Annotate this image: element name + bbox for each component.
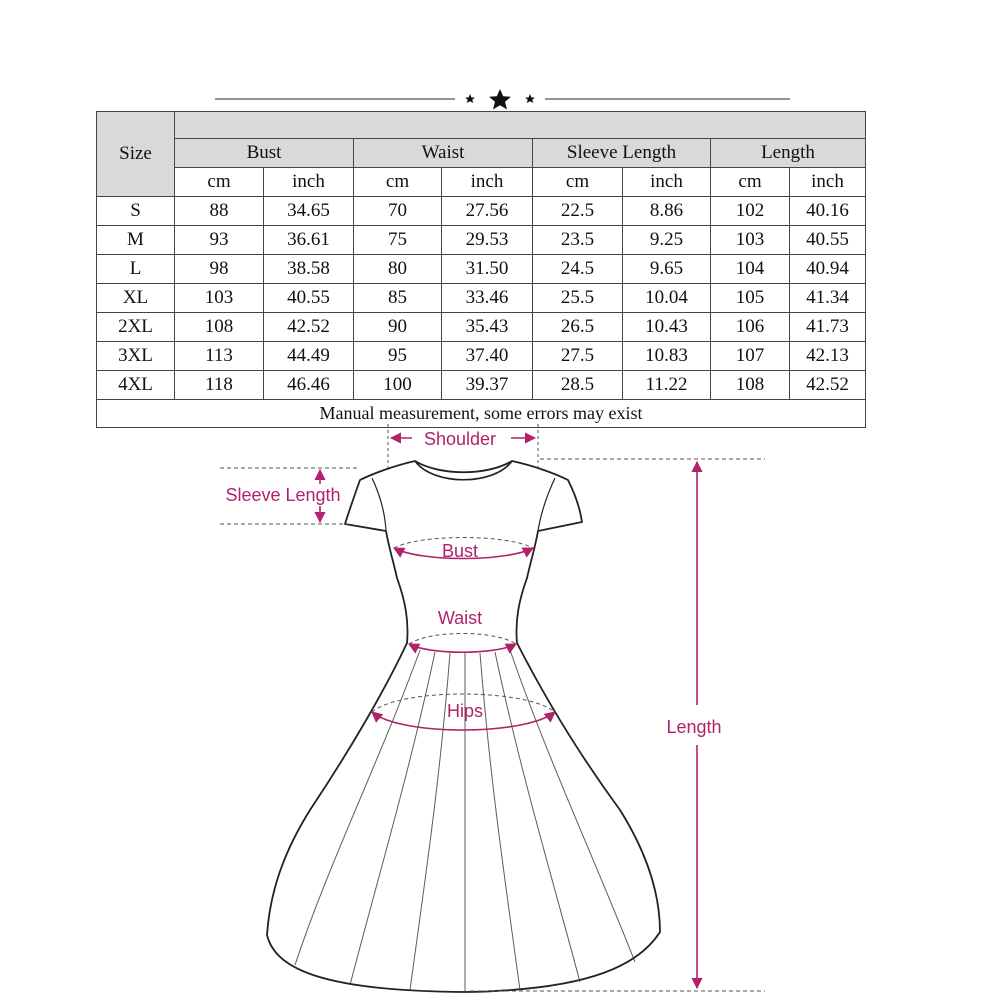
hips-measure bbox=[372, 694, 555, 730]
size-cell: L bbox=[97, 255, 175, 284]
waist-cm-cell: 70 bbox=[354, 197, 442, 226]
waist-cm-cell: 90 bbox=[354, 313, 442, 342]
length-measure bbox=[470, 459, 765, 991]
star-icon bbox=[489, 89, 511, 110]
length-inch-cell: 42.52 bbox=[790, 371, 866, 400]
table-row bbox=[97, 284, 866, 313]
small-star-icon bbox=[525, 94, 535, 103]
sleeve-cm-cell: 24.5 bbox=[533, 255, 623, 284]
bust-measure bbox=[394, 538, 533, 562]
small-star-icon bbox=[465, 94, 475, 103]
size-cell: S bbox=[97, 197, 175, 226]
waist-cm-cell: 95 bbox=[354, 342, 442, 371]
bust-cm-cell: 118 bbox=[175, 371, 264, 400]
length-inch-cell: 41.34 bbox=[790, 284, 866, 313]
size-chart-table bbox=[96, 111, 866, 428]
sleeve-inch-cell: 11.22 bbox=[623, 371, 711, 400]
length-label: Length bbox=[666, 717, 722, 737]
bust-inch-cell: 34.65 bbox=[264, 197, 354, 226]
unit-header-cm: cm bbox=[354, 168, 442, 197]
bust-inch-cell: 36.61 bbox=[264, 226, 354, 255]
bust-cm-cell: 103 bbox=[175, 284, 264, 313]
length-inch-cell: 42.13 bbox=[790, 342, 866, 371]
bust-label: Bust bbox=[441, 541, 479, 561]
length-cm-cell: 108 bbox=[711, 371, 790, 400]
length-cm-cell: 107 bbox=[711, 342, 790, 371]
sleeve-length-measure bbox=[220, 468, 358, 524]
length-cm-cell: 105 bbox=[711, 284, 790, 313]
size-cell: 3XL bbox=[97, 342, 175, 371]
length-inch-cell: 40.55 bbox=[790, 226, 866, 255]
size-cell: 4XL bbox=[97, 371, 175, 400]
bust-inch-cell: 44.49 bbox=[264, 342, 354, 371]
hips-label: Hips bbox=[446, 701, 484, 721]
table-row bbox=[97, 342, 866, 371]
note-row bbox=[97, 400, 866, 428]
sleeve-inch-cell: 10.04 bbox=[623, 284, 711, 313]
table-row bbox=[97, 313, 866, 342]
sleeve-cm-cell: 26.5 bbox=[533, 313, 623, 342]
bust-inch-cell: 42.52 bbox=[264, 313, 354, 342]
shoulder-label: Shoulder bbox=[423, 429, 497, 449]
waist-inch-cell: 33.46 bbox=[442, 284, 533, 313]
star-divider bbox=[0, 0, 1000, 110]
bust-cm-cell: 93 bbox=[175, 226, 264, 255]
waist-inch-cell: 35.43 bbox=[442, 313, 533, 342]
size-cell: XL bbox=[97, 284, 175, 313]
sleeve-cm-cell: 28.5 bbox=[533, 371, 623, 400]
group-header-sleeve-length: Sleeve Length bbox=[533, 139, 711, 168]
sleeve-seam-right bbox=[538, 478, 555, 531]
table-row bbox=[97, 371, 866, 400]
sleeve-inch-cell: 9.65 bbox=[623, 255, 711, 284]
header-strip-row bbox=[97, 112, 866, 139]
sleeve-inch-cell: 8.86 bbox=[623, 197, 711, 226]
unit-header-cm: cm bbox=[175, 168, 264, 197]
bust-cm-cell: 113 bbox=[175, 342, 264, 371]
sleeve-cm-cell: 23.5 bbox=[533, 226, 623, 255]
waist-inch-cell: 27.56 bbox=[442, 197, 533, 226]
group-header-length: Length bbox=[711, 139, 866, 168]
unit-header-inch: inch bbox=[264, 168, 354, 197]
sleeve-inch-cell: 9.25 bbox=[623, 226, 711, 255]
length-inch-cell: 41.73 bbox=[790, 313, 866, 342]
waist-cm-cell: 80 bbox=[354, 255, 442, 284]
table-row bbox=[97, 255, 866, 284]
length-cm-cell: 106 bbox=[711, 313, 790, 342]
skirt-pleats bbox=[295, 650, 635, 992]
group-header-row bbox=[97, 139, 866, 168]
sleeve-inch-cell: 10.83 bbox=[623, 342, 711, 371]
bust-inch-cell: 38.58 bbox=[264, 255, 354, 284]
sleeve-cm-cell: 27.5 bbox=[533, 342, 623, 371]
measurement-note: Manual measurement, some errors may exist bbox=[97, 400, 866, 428]
group-header-bust: Bust bbox=[175, 139, 354, 168]
bust-inch-cell: 40.55 bbox=[264, 284, 354, 313]
waist-cm-cell: 100 bbox=[354, 371, 442, 400]
dress-body-outline bbox=[267, 461, 660, 992]
length-cm-cell: 102 bbox=[711, 197, 790, 226]
header-strip bbox=[175, 112, 866, 139]
waist-inch-cell: 37.40 bbox=[442, 342, 533, 371]
group-header-waist: Waist bbox=[354, 139, 533, 168]
shoulder-measure bbox=[388, 424, 538, 468]
size-cell: 2XL bbox=[97, 313, 175, 342]
sleeve-inch-cell: 10.43 bbox=[623, 313, 711, 342]
size-header: Size bbox=[97, 112, 175, 197]
waist-inch-cell: 29.53 bbox=[442, 226, 533, 255]
sleeve-seam-left bbox=[372, 478, 386, 531]
waist-inch-cell: 31.50 bbox=[442, 255, 533, 284]
unit-header-inch: inch bbox=[623, 168, 711, 197]
waist-inch-cell: 39.37 bbox=[442, 371, 533, 400]
length-inch-cell: 40.16 bbox=[790, 197, 866, 226]
bust-cm-cell: 108 bbox=[175, 313, 264, 342]
neckline bbox=[415, 461, 512, 480]
size-cell: M bbox=[97, 226, 175, 255]
unit-header-row bbox=[97, 168, 866, 197]
waist-measure bbox=[409, 608, 516, 652]
dress-outline bbox=[267, 461, 660, 992]
bust-cm-cell: 98 bbox=[175, 255, 264, 284]
unit-header-inch: inch bbox=[442, 168, 533, 197]
waist-cm-cell: 75 bbox=[354, 226, 442, 255]
unit-header-cm: cm bbox=[533, 168, 623, 197]
unit-header-cm: cm bbox=[711, 168, 790, 197]
sleeve-cm-cell: 22.5 bbox=[533, 197, 623, 226]
length-cm-cell: 103 bbox=[711, 226, 790, 255]
table-row bbox=[97, 197, 866, 226]
bust-cm-cell: 88 bbox=[175, 197, 264, 226]
waist-cm-cell: 85 bbox=[354, 284, 442, 313]
unit-header-inch: inch bbox=[790, 168, 866, 197]
sleeve-length-label: Sleeve Length bbox=[225, 485, 341, 505]
waist-label: Waist bbox=[437, 608, 483, 628]
sleeve-cm-cell: 25.5 bbox=[533, 284, 623, 313]
length-cm-cell: 104 bbox=[711, 255, 790, 284]
bust-inch-cell: 46.46 bbox=[264, 371, 354, 400]
length-inch-cell: 40.94 bbox=[790, 255, 866, 284]
table-row bbox=[97, 226, 866, 255]
